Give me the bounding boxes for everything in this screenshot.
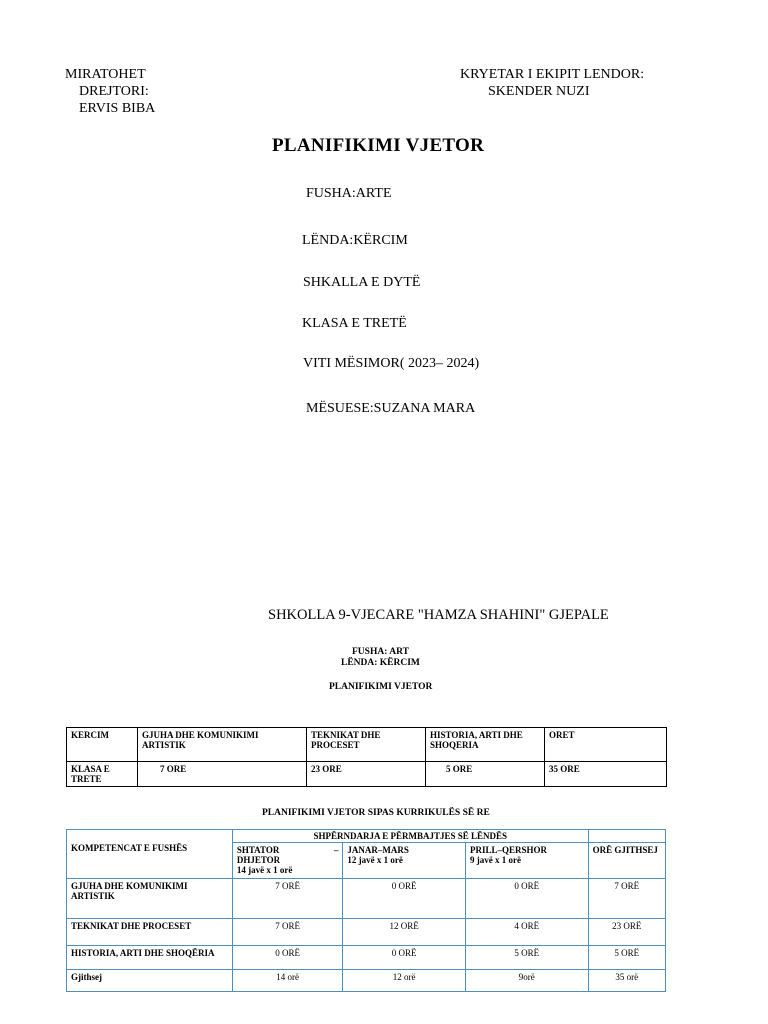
- sub-lenda: LËNDA: KËRCIM: [341, 658, 420, 668]
- school-name: SHKOLLA 9-VJECARE "HAMZA SHAHINI" GJEPALE: [268, 607, 609, 623]
- table-cell: 5 ORË: [588, 946, 665, 970]
- period-weeks: 14 javë x 1 orë: [236, 865, 293, 875]
- table-cell: [343, 843, 466, 879]
- table-row: [67, 728, 667, 762]
- team-leader-block: [460, 66, 644, 100]
- table-cell: 7 ORË: [588, 879, 665, 919]
- table-row: [67, 762, 667, 787]
- period-dash: –: [333, 845, 339, 855]
- table-row: [67, 879, 666, 919]
- table-cell: 9orë: [465, 970, 588, 992]
- table-cell: TEKNIKAT DHE PROCESET: [307, 728, 426, 762]
- hours-summary-table: [66, 727, 667, 787]
- team-leader-label: KRYETAR I EKIPIT LENDOR:: [460, 67, 645, 82]
- table-cell: [465, 843, 588, 879]
- table-cell: 12 orë: [343, 970, 466, 992]
- table-cell: 14 orë: [232, 970, 343, 992]
- table2-title: PLANIFIKIMI VJETOR SIPAS KURRIKULËS SË RE: [262, 808, 490, 818]
- team-leader-name: SKENDER NUZI: [488, 84, 590, 99]
- table-cell: GJUHA DHE KOMUNIKIMI ARTISTIK: [138, 728, 307, 762]
- table-row: [67, 830, 666, 843]
- table-cell: SHPËRNDARJA E PËRMBAJTJES SË LËNDËS: [232, 830, 588, 843]
- curriculum-table: [66, 829, 666, 992]
- field-shkalla: SHKALLA E DYTË: [303, 275, 421, 290]
- field-lenda: LËNDA:KËRCIM: [302, 233, 408, 248]
- table-cell: 0 ORË: [232, 946, 343, 970]
- table-cell: GJUHA DHE KOMUNIKIMI ARTISTIK: [67, 879, 233, 919]
- director-label: DREJTORI:: [79, 84, 149, 99]
- table-row: [67, 946, 666, 970]
- table-cell: ORET: [545, 728, 667, 762]
- table-cell: 0 ORË: [343, 879, 466, 919]
- table-cell: KLASA E TRETE: [67, 762, 138, 787]
- table-cell: 23 ORË: [588, 919, 665, 946]
- table-cell: KOMPETENCAT E FUSHËS: [67, 830, 233, 879]
- field-mesuese: MËSUESE:SUZANA MARA: [306, 401, 476, 416]
- table-cell: [232, 843, 343, 879]
- table-cell: ORË GJITHSEJ: [588, 843, 665, 879]
- table-cell: 5 ORE: [426, 762, 545, 787]
- page-title: PLANIFIKIMI VJETOR: [272, 135, 485, 156]
- table-cell: 7 ORË: [232, 919, 343, 946]
- period-name: JANAR–MARS: [347, 845, 409, 855]
- period-name-2: DHJETOR: [236, 855, 281, 865]
- table-cell: TEKNIKAT DHE PROCESET: [67, 919, 233, 946]
- table-cell: KERCIM: [67, 728, 138, 762]
- table-cell: 7 ORE: [138, 762, 307, 787]
- director-name: ERVIS BIBA: [79, 101, 156, 116]
- sub-fusha: FUSHA: ART: [352, 647, 409, 657]
- table-cell: [588, 830, 665, 843]
- field-klasa: KLASA E TRETË: [302, 316, 407, 331]
- table-cell: 7 ORË: [232, 879, 343, 919]
- sub-plan: PLANIFIKIMI VJETOR: [329, 682, 433, 692]
- table-cell: 35 orë: [588, 970, 665, 992]
- table-cell: 12 ORË: [343, 919, 466, 946]
- table-row: [67, 919, 666, 946]
- table-cell: 0 ORË: [343, 946, 466, 970]
- field-fusha: FUSHA:ARTE: [306, 186, 392, 201]
- table-cell: 23 ORE: [307, 762, 426, 787]
- table-cell: Gjithsej: [67, 970, 233, 992]
- table-cell: 5 ORË: [465, 946, 588, 970]
- period-weeks: 12 javë x 1 orë: [347, 855, 403, 865]
- table-cell: HISTORIA, ARTI DHE SHOQËRIA: [67, 946, 233, 970]
- table-cell: 0 ORË: [465, 879, 588, 919]
- table-cell: HISTORIA, ARTI DHE SHOQERIA: [426, 728, 545, 762]
- table-cell: 4 ORË: [465, 919, 588, 946]
- period-name: PRILL–QERSHOR: [469, 845, 547, 855]
- period-weeks: 9 javë x 1 orë: [469, 855, 521, 865]
- period-name: SHTATOR: [236, 845, 280, 855]
- table-row: [67, 970, 666, 992]
- approval-label: MIRATOHET: [65, 67, 146, 82]
- approval-block: [65, 66, 155, 117]
- field-viti: VITI MËSIMOR( 2023– 2024): [303, 356, 480, 371]
- table-cell: 35 ORE: [545, 762, 667, 787]
